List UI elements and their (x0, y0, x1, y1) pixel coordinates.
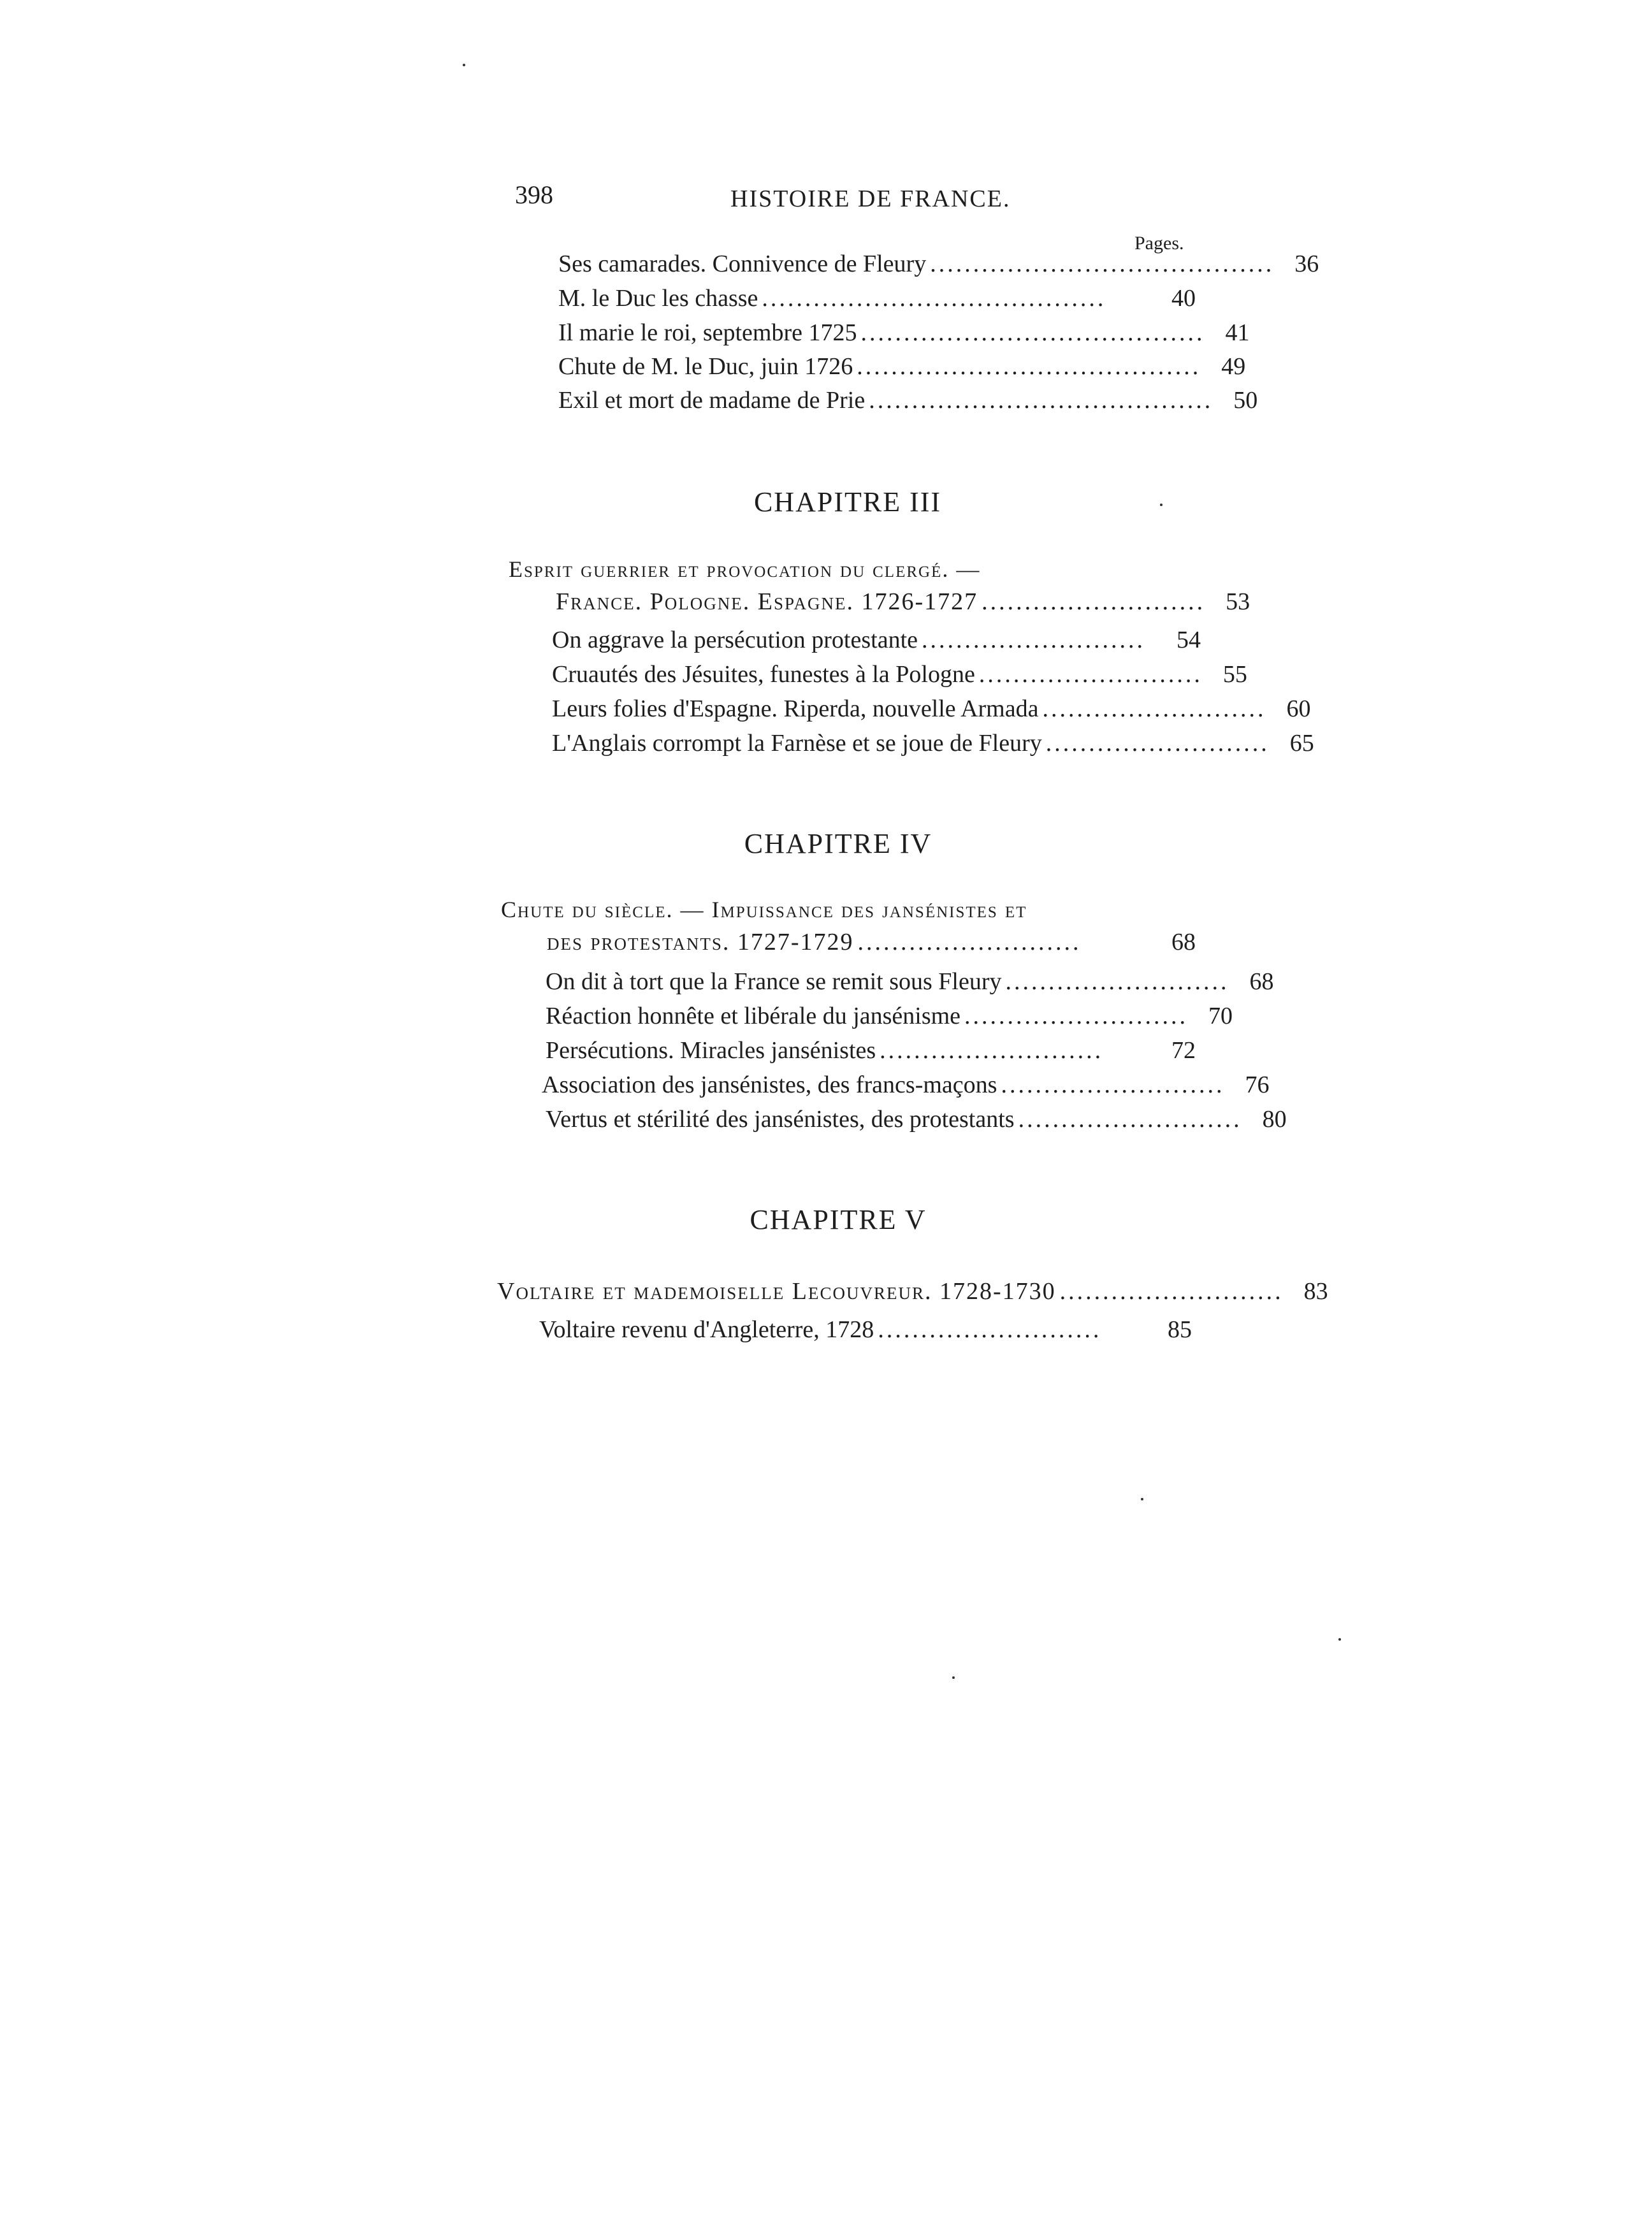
toc-entry-page: 85 (1168, 1316, 1192, 1343)
leader-dots: .......................... (1042, 695, 1266, 722)
toc-entry-label: Leurs folies d'Espagne. Riperda, nouvelle Armada (552, 695, 1039, 722)
chapter-summary-entry (497, 1277, 1328, 1305)
toc-entry (552, 729, 1314, 757)
chapter-summary-line: Chute du siècle. — Impuissance des jansénistes et (501, 897, 1027, 922)
toc-entry-page: 65 (1289, 730, 1314, 757)
toc-entry-page: 60 (1286, 695, 1311, 722)
leader-dots: ........................................ (762, 285, 1106, 312)
toc-entry-page: 80 (1262, 1106, 1287, 1133)
toc-entry (558, 386, 1258, 414)
toc-entry (539, 1316, 1192, 1344)
toc-entry-label: Vertus et stérilité des jansénistes, des protestants (546, 1106, 1015, 1133)
toc-entry-page: 40 (1171, 285, 1196, 312)
chapter-summary-page: 68 (1171, 929, 1196, 955)
toc-entry-label: Cruautés des Jésuites, funestes à la Pologne (552, 661, 975, 688)
toc-entry-page: 68 (1249, 968, 1274, 995)
leader-dots: ........................................ (869, 387, 1214, 414)
toc-entry-page: 72 (1171, 1037, 1196, 1064)
leader-dots: .......................... (1005, 968, 1229, 995)
chapter-title: CHAPITRE III (753, 486, 942, 518)
chapter-summary-entry (556, 588, 1250, 616)
toc-entry (552, 660, 1247, 688)
chapter-title: CHAPITRE V (750, 1204, 927, 1235)
toc-entry-label: Voltaire revenu d'Angleterre, 1728 (539, 1316, 874, 1343)
leader-dots: .......................... (878, 1316, 1102, 1343)
toc-entry-page: 55 (1222, 661, 1247, 688)
toc-entry-label: Réaction honnête et libérale du jansénisme (546, 1003, 961, 1029)
toc-entry-label: L'Anglais corrompt la Farnèse et se joue de Fleury (552, 730, 1042, 757)
toc-entry-page: 70 (1208, 1003, 1233, 1029)
toc-entry-page: 49 (1221, 353, 1246, 380)
toc-entry-page: 54 (1177, 627, 1201, 653)
toc-entry-label: M. le Duc les chasse (558, 285, 758, 312)
toc-entry (552, 695, 1311, 723)
toc-entry-page: 50 (1233, 387, 1258, 414)
leader-dots: .......................... (982, 588, 1206, 615)
toc-entry-label: Exil et mort de madame de Prie (558, 387, 866, 414)
leader-dots: .......................... (922, 627, 1145, 653)
toc-entry-label: Ses camarades. Connivence de Fleury (558, 250, 927, 277)
toc-entry-label: On aggrave la persécution protestante (552, 627, 918, 653)
page-number: 398 (515, 180, 553, 209)
chapter-summary-line: Esprit guerrier et provocation du clergé. — (509, 556, 981, 582)
toc-entry-page: 41 (1225, 319, 1250, 346)
pages-column-label: Pages. (1134, 233, 1184, 254)
leader-dots: .......................... (1045, 730, 1270, 757)
toc-entry (552, 626, 1201, 654)
toc-entry-label: Il marie le roi, septembre 1725 (558, 319, 857, 346)
toc-entry-label: Association des jansénistes, des francs-maçons (542, 1071, 997, 1098)
chapter-summary-page: 53 (1226, 588, 1250, 615)
toc-entry (558, 352, 1246, 381)
leader-dots: .......................... (964, 1003, 1189, 1029)
scan-speck (1141, 1498, 1143, 1500)
chapter-summary-label: Voltaire et mademoiselle Lecouvreur. 1728-1730 (497, 1278, 1056, 1305)
leader-dots: .......................... (1001, 1071, 1225, 1098)
toc-entry (546, 1036, 1196, 1064)
leader-dots: .......................... (1018, 1106, 1242, 1133)
toc-entry (546, 968, 1274, 996)
chapter-summary-label: France. Pologne. Espagne. 1726-1727 (556, 588, 978, 615)
toc-entry (542, 1071, 1270, 1099)
toc-entry (558, 319, 1250, 347)
scan-speck (1160, 504, 1163, 506)
toc-entry (558, 250, 1319, 278)
leader-dots: ........................................ (930, 250, 1275, 277)
toc-entry-label: Chute de M. le Duc, juin 1726 (558, 353, 853, 380)
leader-dots: ........................................ (857, 353, 1201, 380)
toc-entry (546, 1002, 1233, 1030)
chapter-title: CHAPITRE IV (744, 828, 932, 859)
leader-dots: .......................... (880, 1037, 1104, 1064)
running-title: HISTOIRE DE FRANCE. (730, 185, 1011, 212)
toc-entry-page: 36 (1294, 250, 1319, 277)
scan-speck (952, 1676, 955, 1679)
chapter-summary-page: 83 (1303, 1278, 1328, 1305)
leader-dots: .......................... (1059, 1278, 1284, 1305)
leader-dots: .......................... (978, 661, 1203, 688)
toc-entry-label: Persécutions. Miracles jansénistes (546, 1037, 876, 1064)
scan-speck (1338, 1638, 1341, 1641)
toc-entry-page: 76 (1245, 1071, 1270, 1098)
toc-entry (546, 1105, 1287, 1133)
toc-entry (558, 284, 1196, 312)
toc-entry-label: On dit à tort que la France se remit sous Fleury (546, 968, 1002, 995)
scan-speck (463, 64, 465, 66)
leader-dots: ........................................ (860, 319, 1205, 346)
chapter-summary-label: des protestants. 1727-1729 (547, 929, 854, 955)
chapter-summary-entry (547, 928, 1196, 956)
leader-dots: .......................... (857, 929, 1082, 955)
